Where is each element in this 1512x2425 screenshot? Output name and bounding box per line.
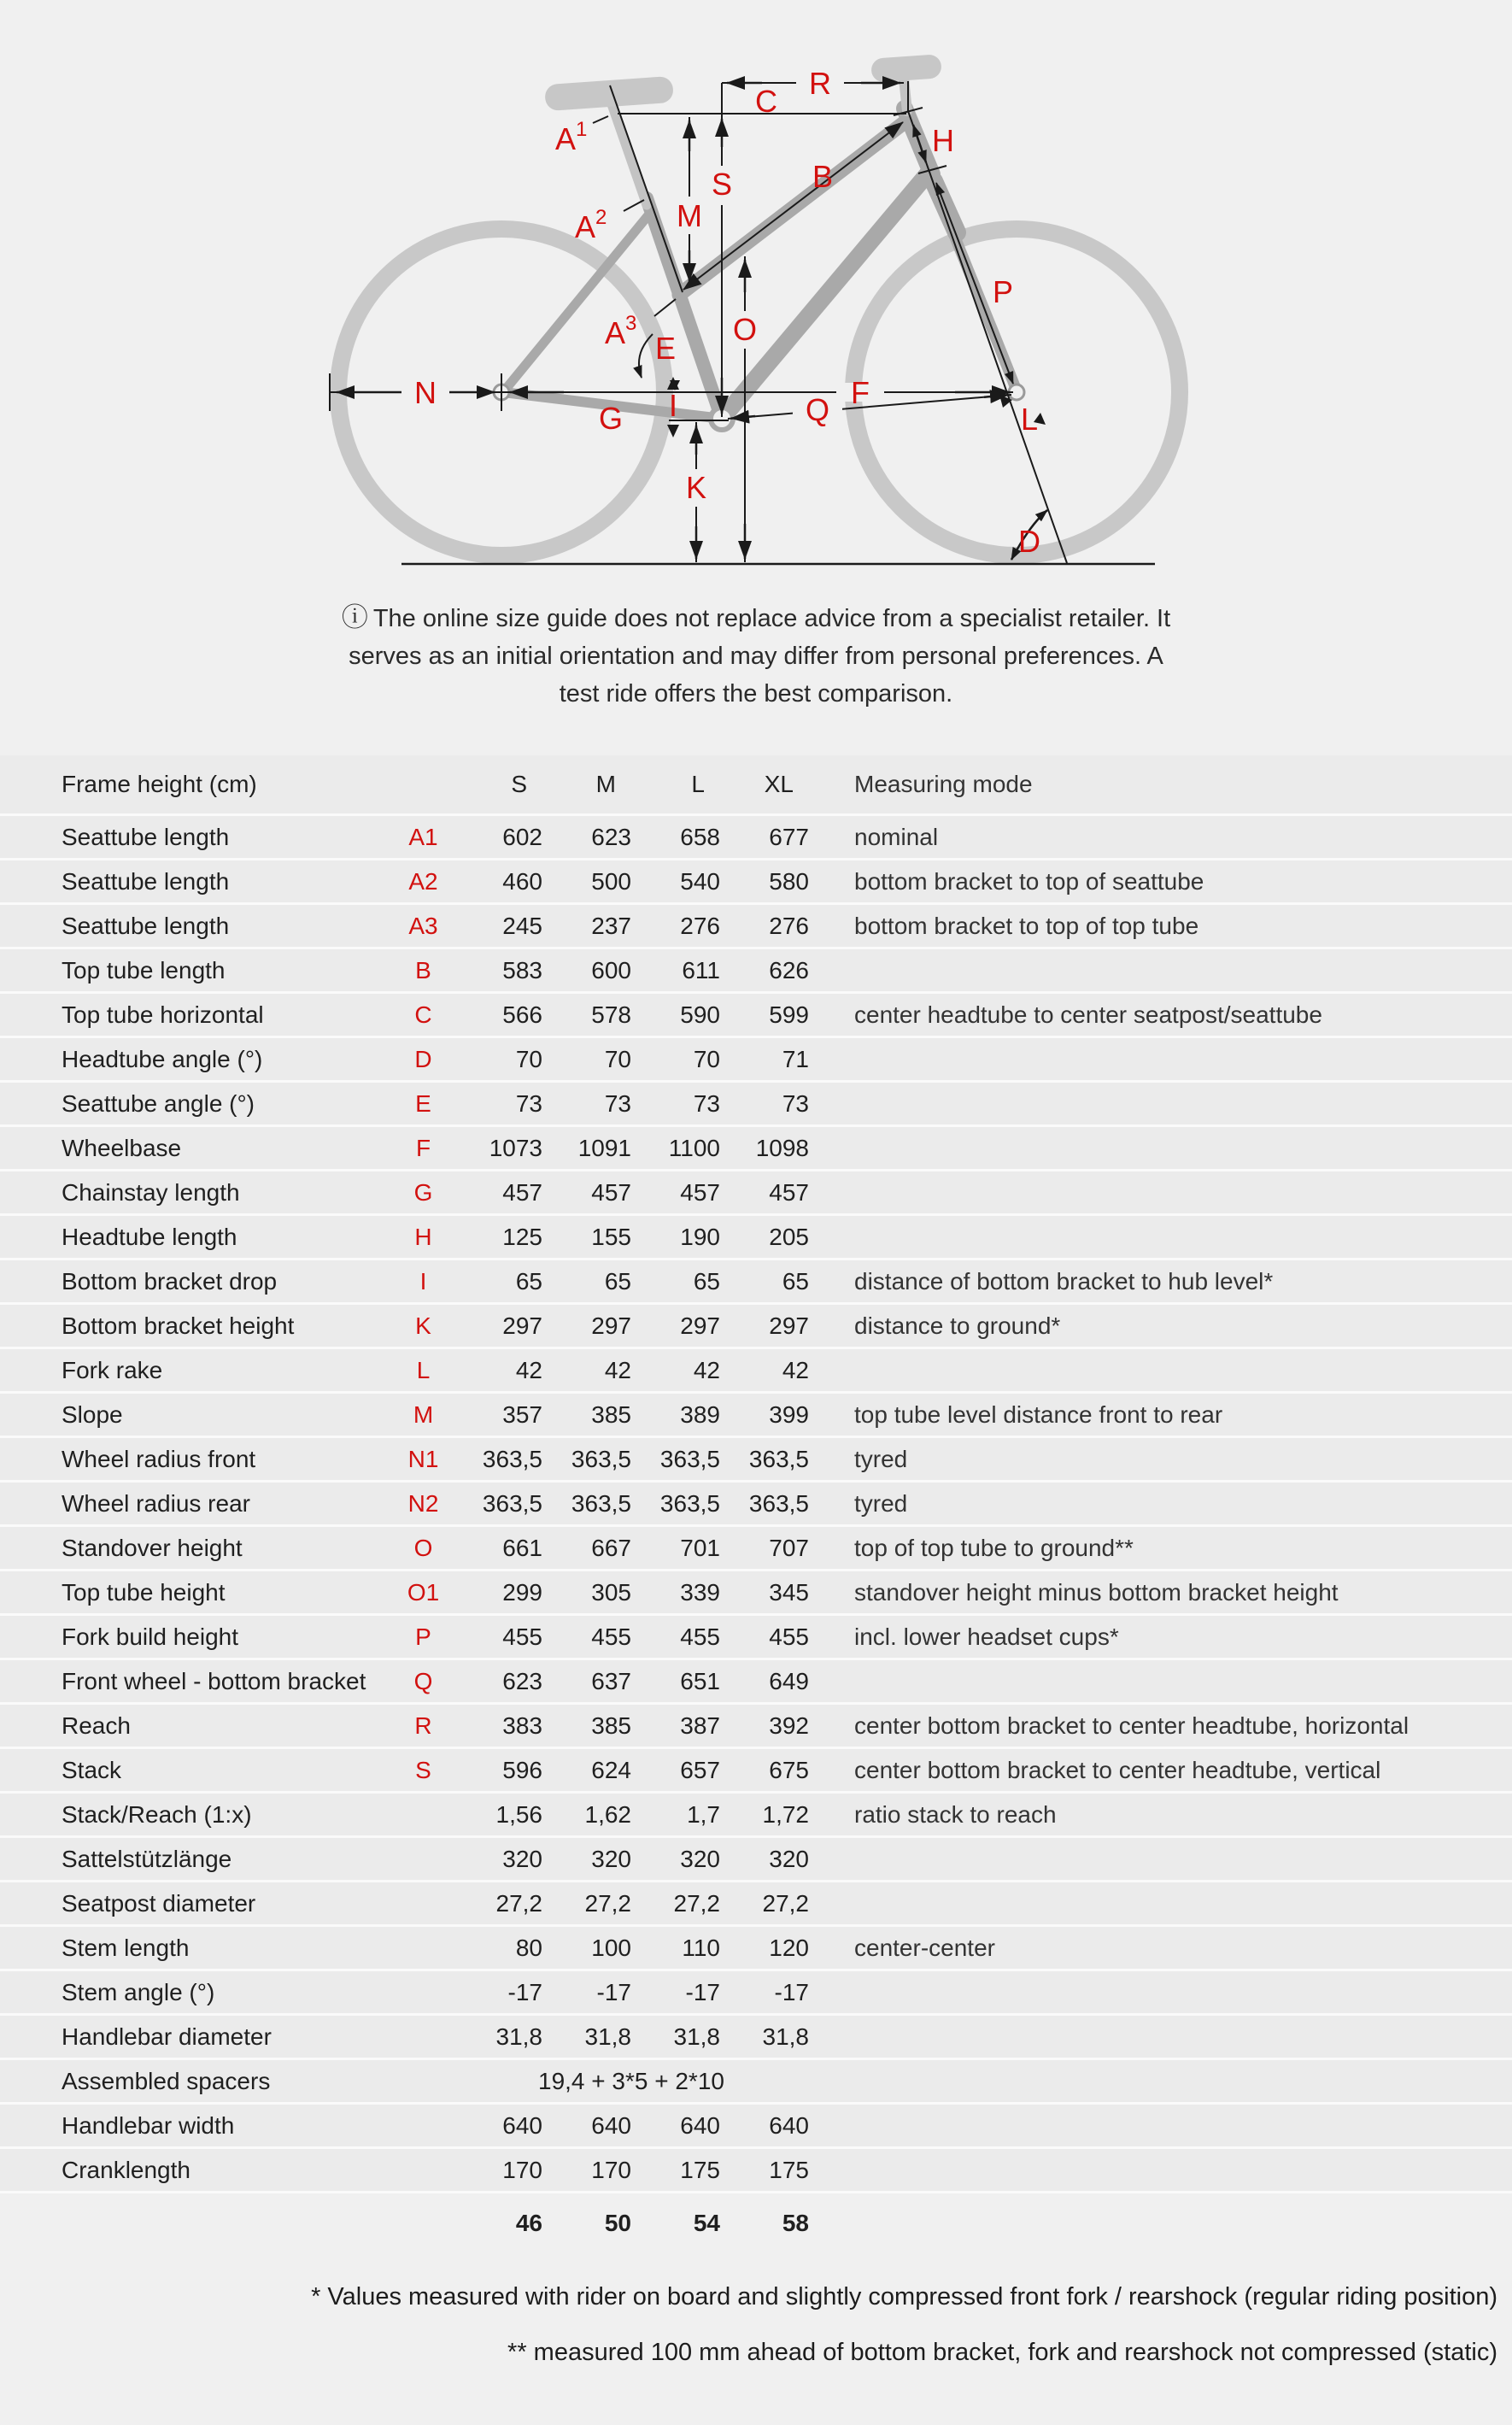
label-i: I [668,388,678,423]
table-row [0,1304,1512,1348]
row-value-xl: 27,2 [720,1882,809,1926]
header-size-s: S [454,755,542,815]
row-value-xl: 320 [720,1837,809,1882]
row-value-s: -17 [454,1970,542,2015]
table-row [0,948,1512,993]
info-circle-icon: ⓘ [341,602,368,632]
header-size-m: M [542,755,631,815]
table-row [0,1970,1512,2015]
row-value-s: 170 [454,2148,542,2193]
row-measuring-mode [809,1215,1512,1259]
row-value-l: 590 [631,993,720,1037]
row-letter: L [393,1348,454,1393]
row-value-s: 80 [454,1926,542,1970]
row-value-l: 276 [631,904,720,948]
row-label: Assembled spacers [0,2059,393,2104]
row-letter [393,1793,454,1837]
row-value-xl: 580 [720,860,809,904]
label-f: F [851,375,870,410]
row-value-l: 640 [631,2104,720,2148]
row-value-xl: 677 [720,815,809,860]
row-label: Seattube angle (°) [0,1082,393,1126]
row-value-s: 623 [454,1659,542,1704]
row-measuring-mode: ratio stack to reach [809,1793,1512,1837]
row-value-m: 100 [542,1926,631,1970]
label-s: S [711,167,733,202]
row-value-xl: 1098 [720,1126,809,1171]
row-measuring-mode: distance of bottom bracket to hub level* [809,1259,1512,1304]
row-value-xl: -17 [720,1970,809,2015]
row-value-m: 385 [542,1704,631,1748]
row-value-xl: 65 [720,1259,809,1304]
row-label: Headtube length [0,1215,393,1259]
row-letter [393,1837,454,1882]
row-value-l: 339 [631,1571,720,1615]
frame-size-empty [393,2193,454,2253]
row-measuring-mode [809,2148,1512,2193]
table-row [0,1526,1512,1571]
header-frame-height: Frame height (cm) [0,755,393,815]
row-measuring-mode: top of top tube to ground** [809,1526,1512,1571]
row-label: Handlebar width [0,2104,393,2148]
row-value-xl: 392 [720,1704,809,1748]
row-label: Seattube length [0,860,393,904]
row-value-m: 623 [542,815,631,860]
frame-size-row [0,2193,1512,2253]
row-label: Seattube length [0,904,393,948]
footnote-single-asterisk: * Values measured with rider on board and slightly compressed front fork / rearshock (regular riding position) [311,2283,1497,2311]
row-value-l: -17 [631,1970,720,2015]
row-letter [393,2059,454,2104]
frame-size-empty [0,2193,393,2253]
row-letter: S [393,1748,454,1793]
row-value-s: 125 [454,1215,542,1259]
label-m: M [677,198,702,233]
row-value-m: 385 [542,1393,631,1437]
row-value-xl: 276 [720,904,809,948]
row-label: Slope [0,1393,393,1437]
row-label: Wheel radius rear [0,1482,393,1526]
row-label: Top tube horizontal [0,993,393,1037]
row-value-l: 73 [631,1082,720,1126]
table-row [0,1171,1512,1215]
row-value-s: 602 [454,815,542,860]
label-q: Q [805,392,830,427]
label-a2: $A^2$ [575,206,607,244]
row-value-l: 658 [631,815,720,860]
row-value-s: 73 [454,1082,542,1126]
row-letter: G [393,1171,454,1215]
row-value-m: 500 [542,860,631,904]
row-value-s: 1073 [454,1126,542,1171]
row-measuring-mode [809,1882,1512,1926]
row-value-xl: 399 [720,1393,809,1437]
row-value-l: 65 [631,1259,720,1304]
table-row [0,993,1512,1037]
row-value-m: 455 [542,1615,631,1659]
row-value-s: 596 [454,1748,542,1793]
table-row [0,1215,1512,1259]
row-label: Stack/Reach (1:x) [0,1793,393,1837]
frame-size-value: 46 [454,2193,542,2253]
row-value-m: 1,62 [542,1793,631,1837]
geometry-table [0,755,1512,2252]
row-letter: N2 [393,1482,454,1526]
header-letter [393,755,454,815]
row-measuring-mode: nominal [809,815,1512,860]
row-letter [393,1926,454,1970]
row-value-l: 389 [631,1393,720,1437]
row-value-s: 42 [454,1348,542,1393]
row-letter: F [393,1126,454,1171]
row-letter: C [393,993,454,1037]
row-value-xl: 649 [720,1659,809,1704]
row-value-xl: 73 [720,1082,809,1126]
row-label: Stack [0,1748,393,1793]
row-value-m: 42 [542,1348,631,1393]
row-label: Sattelstützlänge [0,1837,393,1882]
label-k: K [685,470,707,505]
label-a1: $A^1$ [555,118,588,156]
row-value-s: 357 [454,1393,542,1437]
row-value-l: 387 [631,1704,720,1748]
saddle [544,76,674,111]
header-measuring-mode: Measuring mode [809,755,1512,815]
row-letter [393,2104,454,2148]
row-value-m: -17 [542,1970,631,2015]
row-value-s: 640 [454,2104,542,2148]
table-row [0,1748,1512,1793]
row-letter [393,1882,454,1926]
row-value-l: 1,7 [631,1793,720,1837]
row-measuring-mode: bottom bracket to top of top tube [809,904,1512,948]
table-row [0,2148,1512,2193]
row-value-l: 297 [631,1304,720,1348]
row-value-m: 600 [542,948,631,993]
row-value-xl: 640 [720,2104,809,2148]
label-o: O [732,312,758,347]
row-measuring-mode [809,2059,1512,2104]
row-value-xl: 297 [720,1304,809,1348]
row-value-s: 31,8 [454,2015,542,2059]
row-value-m: 578 [542,993,631,1037]
row-measuring-mode: distance to ground* [809,1304,1512,1348]
row-measuring-mode: center bottom bracket to center headtube, vertical [809,1748,1512,1793]
row-label: Cranklength [0,2148,393,2193]
row-value-s: 383 [454,1704,542,1748]
row-measuring-mode: standover height minus bottom bracket height [809,1571,1512,1615]
row-measuring-mode [809,1348,1512,1393]
table-row [0,1926,1512,1970]
row-measuring-mode: incl. lower headset cups* [809,1615,1512,1659]
table-row [0,904,1512,948]
row-value-s: 363,5 [454,1437,542,1482]
label-b: B [812,159,834,194]
row-value-l: 651 [631,1659,720,1704]
row-measuring-mode: top tube level distance front to rear [809,1393,1512,1437]
row-measuring-mode [809,1082,1512,1126]
row-value-xl: 120 [720,1926,809,1970]
row-value-l: 457 [631,1171,720,1215]
table-row [0,2104,1512,2148]
row-label: Handlebar diameter [0,2015,393,2059]
row-label: Front wheel - bottom bracket [0,1659,393,1704]
table-row [0,1659,1512,1704]
row-measuring-mode [809,2015,1512,2059]
row-measuring-mode [809,1659,1512,1704]
row-measuring-mode [809,1171,1512,1215]
frame-size-value: 50 [542,2193,631,2253]
row-value-xl: 42 [720,1348,809,1393]
footnote-double-asterisk: ** measured 100 mm ahead of bottom bracket, fork and rearshock not compressed (static) [507,2339,1497,2366]
row-label: Top tube length [0,948,393,993]
row-value-m: 320 [542,1837,631,1882]
row-value-m: 667 [542,1526,631,1571]
row-value-xl: 31,8 [720,2015,809,2059]
row-value-m: 363,5 [542,1437,631,1482]
row-value-xl: 205 [720,1215,809,1259]
row-value-m: 70 [542,1037,631,1082]
row-value-l: 320 [631,1837,720,1882]
table-row [0,1793,1512,1837]
row-measuring-mode: tyred [809,1482,1512,1526]
row-value-m: 237 [542,904,631,948]
row-value-span: 19,4 + 3*5 + 2*10 [454,2059,809,2104]
table-row [0,1126,1512,1171]
row-value-m: 73 [542,1082,631,1126]
label-a3: $A^3$ [605,312,637,350]
table-row [0,1348,1512,1393]
row-measuring-mode [809,1837,1512,1882]
table-row [0,2015,1512,2059]
row-value-s: 460 [454,860,542,904]
row-letter: I [393,1259,454,1304]
row-value-l: 611 [631,948,720,993]
header-size-xl: XL [720,755,809,815]
row-letter [393,2015,454,2059]
label-p: P [992,274,1014,309]
row-value-m: 640 [542,2104,631,2148]
frame-size-value: 54 [631,2193,720,2253]
row-value-m: 27,2 [542,1882,631,1926]
row-measuring-mode: center-center [809,1926,1512,1970]
row-value-xl: 175 [720,2148,809,2193]
row-letter: B [393,948,454,993]
row-value-l: 540 [631,860,720,904]
row-letter: K [393,1304,454,1348]
row-value-m: 155 [542,1215,631,1259]
table-row [0,1437,1512,1482]
row-measuring-mode: tyred [809,1437,1512,1482]
row-label: Fork build height [0,1615,393,1659]
info-line-3: test ride offers the best comparison. [559,680,953,708]
row-value-xl: 345 [720,1571,809,1615]
row-measuring-mode [809,1037,1512,1082]
row-value-s: 1,56 [454,1793,542,1837]
row-value-xl: 457 [720,1171,809,1215]
row-letter: M [393,1393,454,1437]
row-measuring-mode: center headtube to center seatpost/seattube [809,993,1512,1037]
table-row [0,1037,1512,1082]
frame-size-value: 58 [720,2193,809,2253]
info-line-1: ⓘ The online size guide does not replace advice from a specialist retailer. It [341,602,1171,632]
row-letter [393,2148,454,2193]
row-label: Standover height [0,1526,393,1571]
label-c: C [755,84,777,119]
row-value-l: 1100 [631,1126,720,1171]
row-letter: A1 [393,815,454,860]
frame-size-empty [809,2193,1512,2253]
row-label: Headtube angle (°) [0,1037,393,1082]
label-n: N [414,375,437,410]
row-value-m: 305 [542,1571,631,1615]
row-value-m: 31,8 [542,2015,631,2059]
row-letter: A3 [393,904,454,948]
row-value-xl: 599 [720,993,809,1037]
row-letter: D [393,1037,454,1082]
row-measuring-mode [809,948,1512,993]
row-value-s: 299 [454,1571,542,1615]
table-row [0,1882,1512,1926]
row-value-l: 657 [631,1748,720,1793]
table-header-row [0,755,1512,815]
row-value-l: 42 [631,1348,720,1393]
row-letter: N1 [393,1437,454,1482]
row-value-l: 110 [631,1926,720,1970]
row-value-m: 65 [542,1259,631,1304]
row-label: Chainstay length [0,1171,393,1215]
label-l: L [1020,402,1039,437]
table-row [0,1571,1512,1615]
row-value-l: 363,5 [631,1482,720,1526]
row-letter: P [393,1615,454,1659]
bike-geometry-diagram [0,0,1512,615]
row-value-l: 455 [631,1615,720,1659]
label-d: D [1018,524,1040,559]
row-value-xl: 707 [720,1526,809,1571]
header-size-l: L [631,755,720,815]
row-label: Seatpost diameter [0,1882,393,1926]
label-h: H [932,123,954,158]
table-row [0,1615,1512,1659]
row-letter [393,1970,454,2015]
row-label: Stem angle (°) [0,1970,393,2015]
row-value-m: 457 [542,1171,631,1215]
table-row [0,1259,1512,1304]
row-value-s: 320 [454,1837,542,1882]
row-value-xl: 675 [720,1748,809,1793]
row-measuring-mode: bottom bracket to top of seattube [809,860,1512,904]
row-value-xl: 455 [720,1615,809,1659]
row-value-xl: 626 [720,948,809,993]
row-value-s: 566 [454,993,542,1037]
row-value-xl: 71 [720,1037,809,1082]
label-e: E [654,331,677,366]
info-line-2: serves as an initial orientation and may differ from personal preferences. A [349,643,1163,670]
row-measuring-mode [809,1126,1512,1171]
table-row [0,1704,1512,1748]
row-value-l: 70 [631,1037,720,1082]
row-value-l: 31,8 [631,2015,720,2059]
row-value-l: 190 [631,1215,720,1259]
row-letter: O [393,1526,454,1571]
row-value-l: 175 [631,2148,720,2193]
row-label: Top tube height [0,1571,393,1615]
table-row [0,1482,1512,1526]
row-label: Stem length [0,1926,393,1970]
row-letter: O1 [393,1571,454,1615]
row-value-s: 455 [454,1615,542,1659]
row-value-m: 1091 [542,1126,631,1171]
row-letter: E [393,1082,454,1126]
row-value-s: 245 [454,904,542,948]
table-row [0,1393,1512,1437]
row-value-l: 27,2 [631,1882,720,1926]
row-label: Seattube length [0,815,393,860]
row-value-s: 27,2 [454,1882,542,1926]
row-label: Wheelbase [0,1126,393,1171]
table-row [0,1837,1512,1882]
row-value-m: 624 [542,1748,631,1793]
row-label: Fork rake [0,1348,393,1393]
row-measuring-mode [809,1970,1512,2015]
handlebar-grip [870,54,942,83]
row-value-s: 363,5 [454,1482,542,1526]
row-value-m: 637 [542,1659,631,1704]
row-letter: A2 [393,860,454,904]
row-measuring-mode [809,2104,1512,2148]
row-value-xl: 363,5 [720,1437,809,1482]
info-note [312,599,1200,713]
row-value-m: 297 [542,1304,631,1348]
row-value-s: 70 [454,1037,542,1082]
row-value-xl: 1,72 [720,1793,809,1837]
row-letter: R [393,1704,454,1748]
row-label: Wheel radius front [0,1437,393,1482]
row-value-s: 583 [454,948,542,993]
row-value-m: 170 [542,2148,631,2193]
label-r: R [809,66,831,101]
row-letter: H [393,1215,454,1259]
row-value-l: 363,5 [631,1437,720,1482]
row-value-s: 65 [454,1259,542,1304]
row-label: Bottom bracket drop [0,1259,393,1304]
table-row [0,815,1512,860]
row-letter: Q [393,1659,454,1704]
label-g: G [598,401,624,436]
row-value-l: 701 [631,1526,720,1571]
table-row [0,2059,1512,2104]
row-label: Reach [0,1704,393,1748]
row-value-s: 661 [454,1526,542,1571]
row-value-xl: 363,5 [720,1482,809,1526]
table-row [0,1082,1512,1126]
row-label: Bottom bracket height [0,1304,393,1348]
row-value-m: 363,5 [542,1482,631,1526]
table-row [0,860,1512,904]
row-value-s: 457 [454,1171,542,1215]
row-measuring-mode: center bottom bracket to center headtube, horizontal [809,1704,1512,1748]
row-value-s: 297 [454,1304,542,1348]
